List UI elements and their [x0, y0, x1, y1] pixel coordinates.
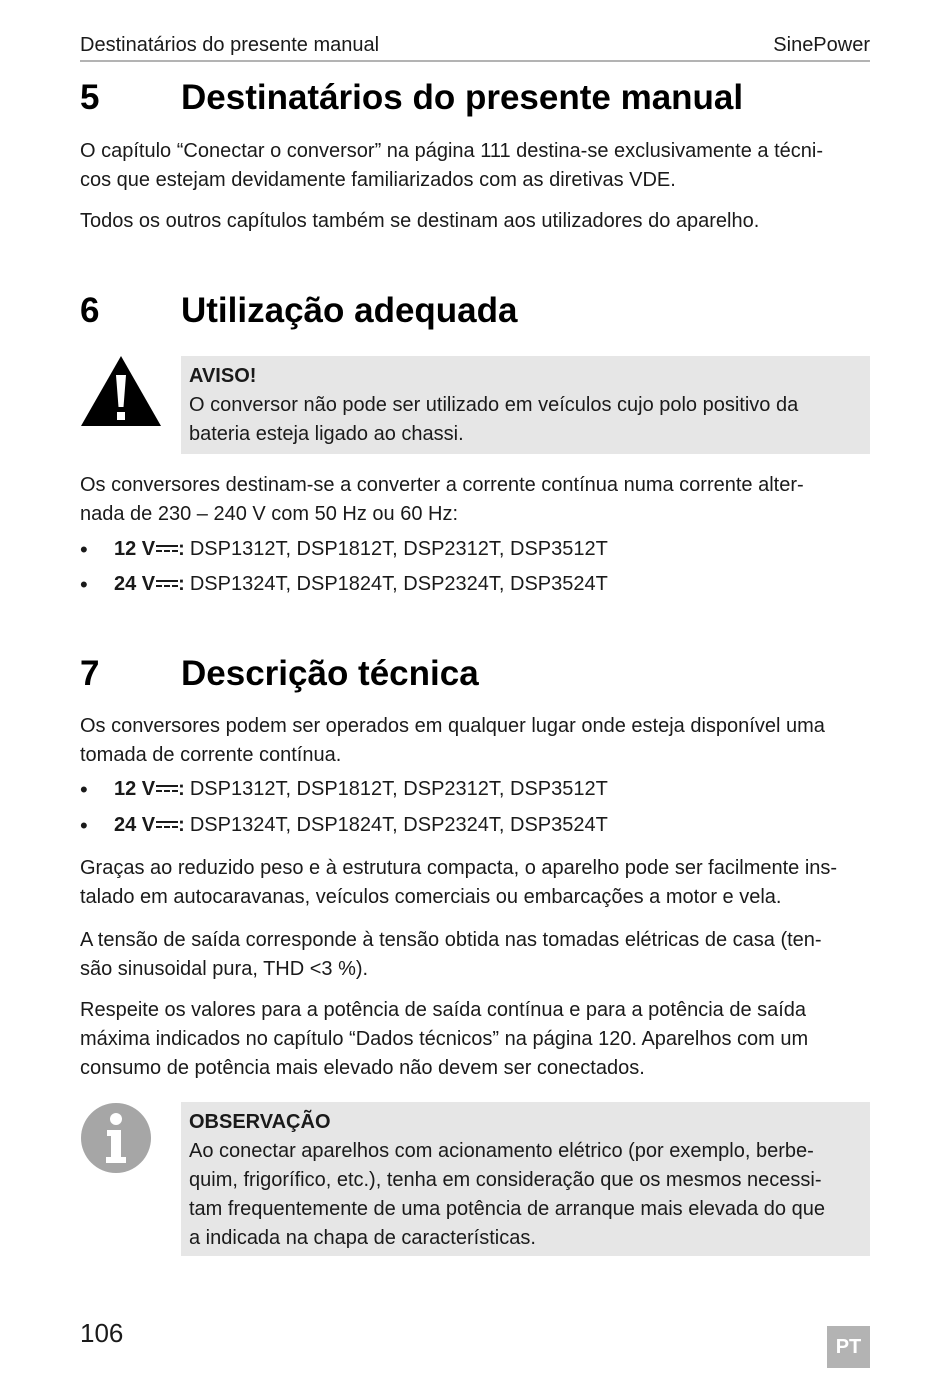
text-line: talado em autocaravanas, veículos comerciais ou embarcações a motor e vela.	[80, 886, 782, 908]
note-box	[181, 1102, 870, 1256]
text-line: Graças ao reduzido peso e à estrutura compacta, o aparelho pode ser facilmente ins-	[80, 857, 838, 879]
page-number: 106	[80, 1318, 124, 1348]
section-title: Descrição técnica	[181, 654, 479, 693]
text-line: O capítulo “Conectar o conversor” na página 111 destina-se exclusivamente a técni-	[80, 140, 823, 162]
section-number: 5	[80, 78, 100, 117]
voltage-label: 24 V	[114, 573, 156, 595]
model-list: DSP1324T, DSP1824T, DSP2324T, DSP3524T	[189, 814, 608, 836]
warning-title: AVISO!	[189, 365, 257, 387]
section-6-paragraph	[80, 471, 870, 529]
model-list: DSP1312T, DSP1812T, DSP2312T, DSP3512T	[189, 778, 608, 800]
text-line: nada de 230 – 240 V com 50 Hz ou 60 Hz:	[80, 503, 459, 525]
section-7-paragraph-1	[80, 712, 870, 770]
text-line: cos que estejam devidamente familiarizados com as diretivas VDE.	[80, 169, 676, 191]
text-line: consumo de potência mais elevado não devem ser conectados.	[80, 1057, 645, 1079]
text-line: são sinusoidal pura, THD <3 %).	[80, 958, 369, 980]
section-5-paragraph-1	[80, 137, 870, 195]
text-line: Respeite os valores para a potência de saída contínua e para a potência de saída	[80, 999, 807, 1021]
voltage-label: 12 V	[114, 538, 156, 560]
note-text-line: quim, frigorífico, etc.), tenha em consideração que os mesmos necessi-	[189, 1169, 822, 1191]
section-title: Destinatários do presente manual	[181, 78, 744, 117]
text-line: Os conversores podem ser operados em qualquer lugar onde esteja disponível uma	[80, 715, 825, 737]
text-line: Os conversores destinam-se a converter a corrente contínua numa corrente alter-	[80, 474, 804, 496]
note-text-line: Ao conectar aparelhos com acionamento elétrico (por exemplo, berbe-	[189, 1140, 814, 1162]
manual-page: Destinatários do presente manual SinePower 5 Destinatários do presente manual O capítulo “Conectar o conversor” na página 111 destina-se exclusivamente a técni- cos que estejam devidamente familiarizados com as diretivas VDE. Todos os outros capítulos também se destinam aos utilizadores do aparelho. 6 Utilização adequada AVISO! O conversor não pode ser utilizado em veículos cujo polo positivo da bateria esteja ligado ao chassi. Os conversores destinam-se a converter a corrente contínua numa corrente alter- nada de 230 – 240 V com 50 Hz ou 60 Hz: • 12 V : DSP1312T, DSP1812T, DSP2312T, DSP3512T • 24 V : DSP1324T, DSP1824T, DSP2324T, DSP3524T 7 Descrição técnica Os conversores podem ser operados em qualquer lugar onde esteja disponível uma tomada de corrente contínua. • 12 V : DSP1312T, DSP1812T, DSP2312T, DSP3512T • 24 V : DSP1324T, DSP1824T, DSP2324T, DSP3524T Graças ao reduzido peso e à estrutura compacta, o aparelho pode ser facilmente ins- talado em autocaravanas, veículos comerciais ou embarcações a motor e vela. A tensão de saída corresponde à tensão obtida nas tomadas elétricas de casa (ten- são sinusoidal pura, THD <3 %). Respeite os valores para a potência de saída contínua e para a potência de saída máxima indicados no capítulo “Dados técnicos” na página 120. Aparelhos com um consumo de potência mais elevado não devem ser conectados. OBSERVAÇÃO Ao conectar aparelhos com acionamento elétrico (por exemplo, berbe- quim, frigorífico, etc.), tenha em consideração que os mesmos necessi- tam frequentemente de uma potência de arranque mais elevada do que a indicada na chapa de características. 106 PT	[80, 0, 870, 1373]
text-line: A tensão de saída corresponde à tensão obtida nas tomadas elétricas de casa (ten-	[80, 929, 822, 951]
section-title: Utilização adequada	[181, 291, 518, 330]
section-number: 6	[80, 291, 100, 330]
model-list: DSP1324T, DSP1824T, DSP2324T, DSP3524T	[189, 573, 608, 595]
text-line: máxima indicados no capítulo “Dados técnicos” na página 120. Aparelhos com um	[80, 1028, 809, 1050]
dc-symbol-icon	[156, 578, 178, 588]
section-number: 7	[80, 654, 100, 693]
section-7-paragraph-4	[80, 996, 870, 1083]
dc-symbol-icon	[156, 783, 178, 793]
header-product-name: SinePower	[773, 34, 870, 56]
note-text-line: tam frequentemente de uma potência de arranque mais elevada do que	[189, 1198, 825, 1220]
text-line: tomada de corrente contínua.	[80, 744, 342, 766]
section-7-paragraph-3	[80, 926, 870, 984]
bullet-icon: •	[80, 777, 88, 802]
voltage-label: 24 V	[114, 814, 156, 836]
warning-box	[181, 356, 870, 454]
info-icon	[80, 1102, 152, 1174]
dc-symbol-icon	[156, 543, 178, 553]
bullet-icon: •	[80, 813, 88, 838]
note-text-line: a indicada na chapa de características.	[189, 1227, 536, 1249]
dc-symbol-icon	[156, 819, 178, 829]
voltage-label: 12 V	[114, 778, 156, 800]
bullet-icon: •	[80, 537, 88, 562]
warning-text-line: O conversor não pode ser utilizado em veículos cujo polo positivo da	[189, 394, 799, 416]
language-badge: PT	[827, 1326, 870, 1368]
warning-triangle-icon	[80, 355, 162, 427]
warning-text-line: bateria esteja ligado ao chassi.	[189, 423, 464, 445]
running-header	[80, 32, 870, 62]
section-7-paragraph-2	[80, 854, 870, 912]
note-title: OBSERVAÇÃO	[189, 1111, 331, 1133]
model-list: DSP1312T, DSP1812T, DSP2312T, DSP3512T	[189, 538, 608, 560]
bullet-icon: •	[80, 572, 88, 597]
header-chapter-title: Destinatários do presente manual	[80, 34, 380, 56]
section-5-paragraph-2: Todos os outros capítulos também se destinam aos utilizadores do aparelho.	[80, 210, 760, 232]
